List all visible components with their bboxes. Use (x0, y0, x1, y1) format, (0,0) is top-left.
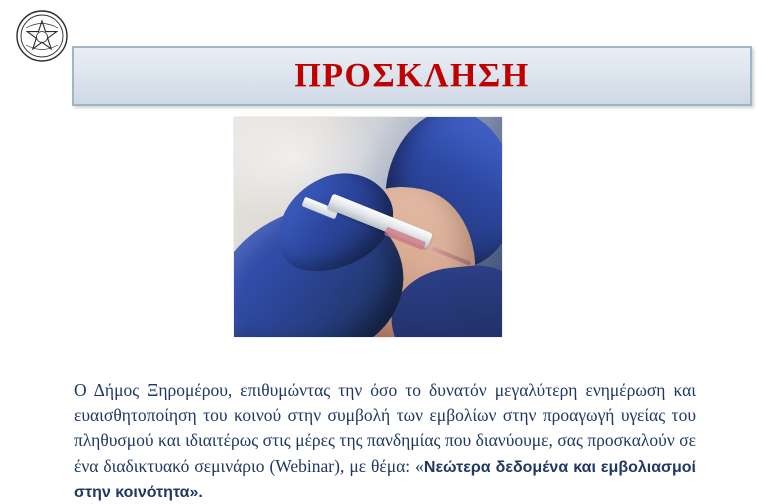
vaccination-photo (234, 117, 502, 337)
municipality-seal (14, 8, 70, 64)
invitation-topic-highlight: Νεώτερα δεδομένα και εμβολιασμοί στην κοινότητα (74, 459, 696, 501)
invitation-paragraph (74, 378, 696, 504)
title-banner (72, 46, 752, 106)
invitation-paragraph-tail: ». (189, 484, 202, 501)
vaccination-photo-image (234, 117, 502, 337)
invitation-paragraph-text: Ο Δήμος Ξηρομέρου, επιθυμώντας την όσο το δυνατόν μεγαλύτερη ενημέρωση και ευαισθητοποίηση του κοινού στην συμβολή των εμβολίων στην προαγωγή υγείας του πληθυσμού και ιδιαιτέρως στις μέρες της πανδημίας που διανύουμε, σας προσκαλούν σε ένα διαδικτυακό σεμινάριο (Webinar), με θέμα: « (74, 380, 696, 476)
title-banner-inner (74, 59, 750, 93)
page-title: ΠΡΟΣΚΛΗΣΗ (294, 59, 529, 93)
